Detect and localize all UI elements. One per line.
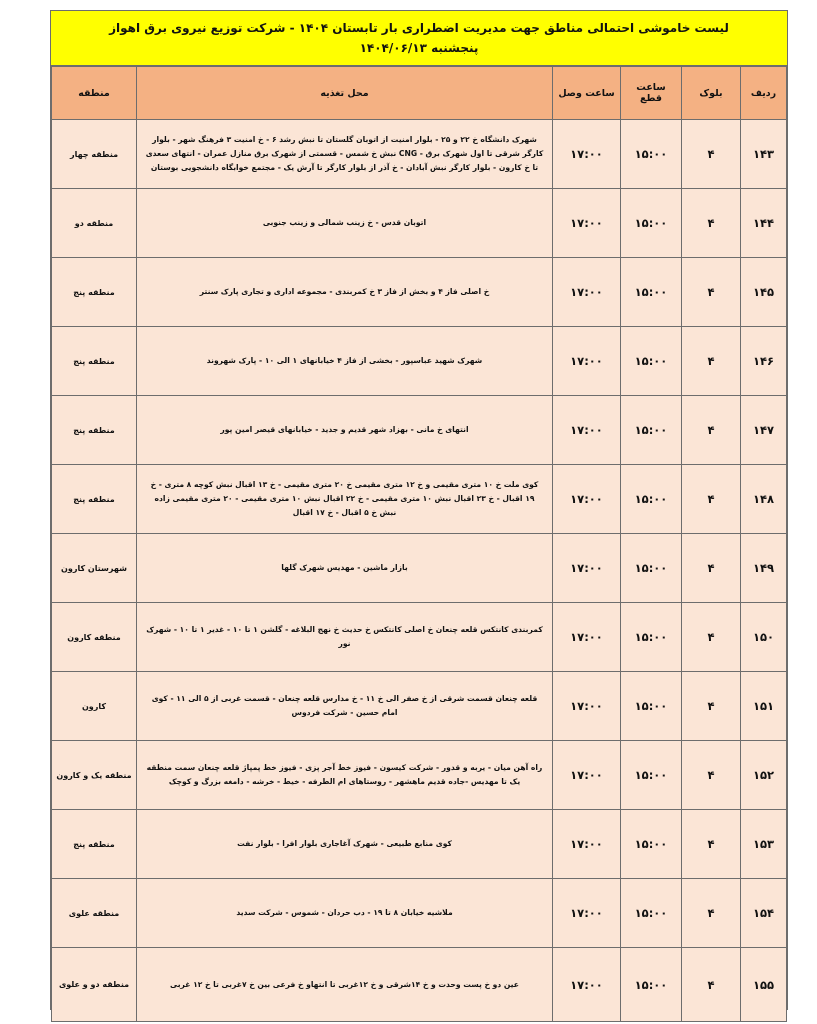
- row-number: ۱۴۷: [741, 396, 787, 465]
- area-name: منطقه پنج: [52, 810, 137, 879]
- title-bar: [51, 11, 787, 66]
- connect-time: ۱۷:۰۰: [553, 948, 621, 1022]
- connect-time: ۱۷:۰۰: [553, 465, 621, 534]
- table-row: [52, 603, 787, 672]
- feed-location: راه آهن میان - یربه و قدور - شرکت کیسون - فیوز خط آجر پزی - فیوز خط پمپاژ قلعه چنعان سمت منطقه یک تا مهدیس -جاده قدیم ماهشهر - روستاهای ام الطرفه - خیط - خرشه - دامغه بزرگ و کوچک: [137, 741, 553, 810]
- row-number: ۱۴۳: [741, 120, 787, 189]
- block-value: ۴: [682, 120, 741, 189]
- cut-time: ۱۵:۰۰: [621, 327, 682, 396]
- cut-time: ۱۵:۰۰: [621, 120, 682, 189]
- cut-time: ۱۵:۰۰: [621, 879, 682, 948]
- row-number: ۱۵۱: [741, 672, 787, 741]
- feed-location: اتوبان قدس - خ زینب شمالی و زینب جنوبی: [137, 189, 553, 258]
- feed-location: انتهای خ مانی - بهزاد شهر قدیم و جدید - خیابانهای قیصر امین پور: [137, 396, 553, 465]
- row-number: ۱۴۸: [741, 465, 787, 534]
- block-value: ۴: [682, 396, 741, 465]
- area-name: منطقه پنج: [52, 396, 137, 465]
- cut-time: ۱۵:۰۰: [621, 465, 682, 534]
- header-connect-time: ساعت وصل: [553, 67, 621, 120]
- area-name: منطقه دو و علوی: [52, 948, 137, 1022]
- area-name: منطقه پنج: [52, 258, 137, 327]
- table-row: [52, 396, 787, 465]
- cut-time: ۱۵:۰۰: [621, 258, 682, 327]
- area-name: منطقه کارون: [52, 603, 137, 672]
- table-row: [52, 258, 787, 327]
- feed-location: کوی منابع طبیعی - شهرک آغاجاری بلوار افرا - بلوار نفت: [137, 810, 553, 879]
- cut-time: ۱۵:۰۰: [621, 741, 682, 810]
- block-value: ۴: [682, 327, 741, 396]
- feed-location: بازار ماشین - مهدیس شهرک گلها: [137, 534, 553, 603]
- header-cut-time: ساعت قطع: [621, 67, 682, 120]
- feed-location: عین دو خ پست وحدت و خ ۱۴شرقی و خ ۱۲غربی تا انتهاو خ فرعی بین خ ۷غربی تا خ ۱۲ غربی: [137, 948, 553, 1022]
- feed-location: شهرک دانشگاه خ ۲۲ و ۲۵ - بلوار امنیت از اتوبان گلستان تا نبش رشد ۶ - خ امنیت ۳ فرهنگ شهر - بلوار کارگر شرقی تا اول شهرک برق - CNG نبش خ شمس - قسمتی از شهرک برق منازل عمران - انتهای سعدی تا خ کارون - بلوار کارگر نبش آبادان - خ آذر از بلوار کارگر تا آرش یک - مجتمع خوابگاه دانشجویی بوستان: [137, 120, 553, 189]
- table-row: [52, 327, 787, 396]
- area-name: منطقه پنج: [52, 327, 137, 396]
- connect-time: ۱۷:۰۰: [553, 741, 621, 810]
- table-header-row: [52, 67, 787, 120]
- header-feed-location: محل تغذیه: [137, 67, 553, 120]
- connect-time: ۱۷:۰۰: [553, 810, 621, 879]
- connect-time: ۱۷:۰۰: [553, 672, 621, 741]
- block-value: ۴: [682, 465, 741, 534]
- block-value: ۴: [682, 810, 741, 879]
- table-row: [52, 948, 787, 1022]
- block-value: ۴: [682, 948, 741, 1022]
- row-number: ۱۵۳: [741, 810, 787, 879]
- document-date: پنجشنبه ۱۴۰۴/۰۶/۱۳: [359, 41, 479, 55]
- header-row-number: ردیف: [741, 67, 787, 120]
- block-value: ۴: [682, 741, 741, 810]
- cut-time: ۱۵:۰۰: [621, 672, 682, 741]
- connect-time: ۱۷:۰۰: [553, 258, 621, 327]
- feed-location: شهرک شهید عباسپور - بخشی از فاز ۴ خیابانهای ۱ الی ۱۰ - پارک شهروند: [137, 327, 553, 396]
- table-row: [52, 534, 787, 603]
- cut-time: ۱۵:۰۰: [621, 189, 682, 258]
- connect-time: ۱۷:۰۰: [553, 327, 621, 396]
- cut-time: ۱۵:۰۰: [621, 534, 682, 603]
- feed-location: ملاشیه خیابان ۸ تا ۱۹ - دب حردان - شموس - شرکت سدید: [137, 879, 553, 948]
- outage-schedule-sheet: [50, 10, 788, 1010]
- row-number: ۱۴۴: [741, 189, 787, 258]
- row-number: ۱۴۶: [741, 327, 787, 396]
- row-number: ۱۵۵: [741, 948, 787, 1022]
- header-area: منطقه: [52, 67, 137, 120]
- row-number: ۱۴۵: [741, 258, 787, 327]
- table-row: [52, 741, 787, 810]
- block-value: ۴: [682, 879, 741, 948]
- header-block: بلوک: [682, 67, 741, 120]
- block-value: ۴: [682, 189, 741, 258]
- table-row: [52, 189, 787, 258]
- feed-location: قلعه چنعان قسمت شرقی از خ صفر الی خ ۱۱ - خ مدارس قلعه چنعان - قسمت غربی از ۵ الی ۱۱ - کوی امام حسین - شرکت فردوس: [137, 672, 553, 741]
- area-name: منطقه علوی: [52, 879, 137, 948]
- row-number: ۱۴۹: [741, 534, 787, 603]
- table-row: [52, 120, 787, 189]
- area-name: کارون: [52, 672, 137, 741]
- document-title: لیست خاموشی احتمالی مناطق جهت مدیریت اضطراری بار تابستان ۱۴۰۴ - شرکت توزیع نیروی برق اهواز: [109, 21, 729, 35]
- connect-time: ۱۷:۰۰: [553, 120, 621, 189]
- area-name: شهرستان کارون: [52, 534, 137, 603]
- cut-time: ۱۵:۰۰: [621, 603, 682, 672]
- block-value: ۴: [682, 672, 741, 741]
- table-row: [52, 465, 787, 534]
- table-row: [52, 672, 787, 741]
- area-name: منطقه پنج: [52, 465, 137, 534]
- cut-time: ۱۵:۰۰: [621, 810, 682, 879]
- cut-time: ۱۵:۰۰: [621, 396, 682, 465]
- connect-time: ۱۷:۰۰: [553, 189, 621, 258]
- outage-table: [51, 66, 787, 1022]
- area-name: منطقه چهار: [52, 120, 137, 189]
- area-name: منطقه دو: [52, 189, 137, 258]
- row-number: ۱۵۰: [741, 603, 787, 672]
- row-number: ۱۵۲: [741, 741, 787, 810]
- row-number: ۱۵۴: [741, 879, 787, 948]
- block-value: ۴: [682, 534, 741, 603]
- connect-time: ۱۷:۰۰: [553, 396, 621, 465]
- block-value: ۴: [682, 603, 741, 672]
- feed-location: کمربندی کانتکس قلعه چنعان خ اصلی کانتکس خ حدیث خ نهج البلاغه - گلشن ۱ تا ۱۰ - غدیر ۱ تا ۱۰ - شهرک نور: [137, 603, 553, 672]
- connect-time: ۱۷:۰۰: [553, 534, 621, 603]
- area-name: منطقه یک و کارون: [52, 741, 137, 810]
- table-row: [52, 879, 787, 948]
- cut-time: ۱۵:۰۰: [621, 948, 682, 1022]
- connect-time: ۱۷:۰۰: [553, 879, 621, 948]
- table-row: [52, 810, 787, 879]
- feed-location: کوی ملت خ ۱۰ متری مقیمی و خ ۱۲ متری مقیمی خ ۲۰ متری مقیمی - خ ۱۳ اقبال نبش کوچه ۸ متری - خ ۱۹ اقبال - خ ۲۳ اقبال نبش ۱۰ متری مقیمی - خ ۲۲ اقبال نبش ۱۰ متری مقیمی - ۲۰ متری مقیمی زاده نبش خ ۵ اقبال - خ ۱۷ اقبال: [137, 465, 553, 534]
- block-value: ۴: [682, 258, 741, 327]
- connect-time: ۱۷:۰۰: [553, 603, 621, 672]
- feed-location: خ اصلی فاز ۴ و بخش از فاز ۳ خ کمربندی - مجموعه اداری و تجاری پارک سنتر: [137, 258, 553, 327]
